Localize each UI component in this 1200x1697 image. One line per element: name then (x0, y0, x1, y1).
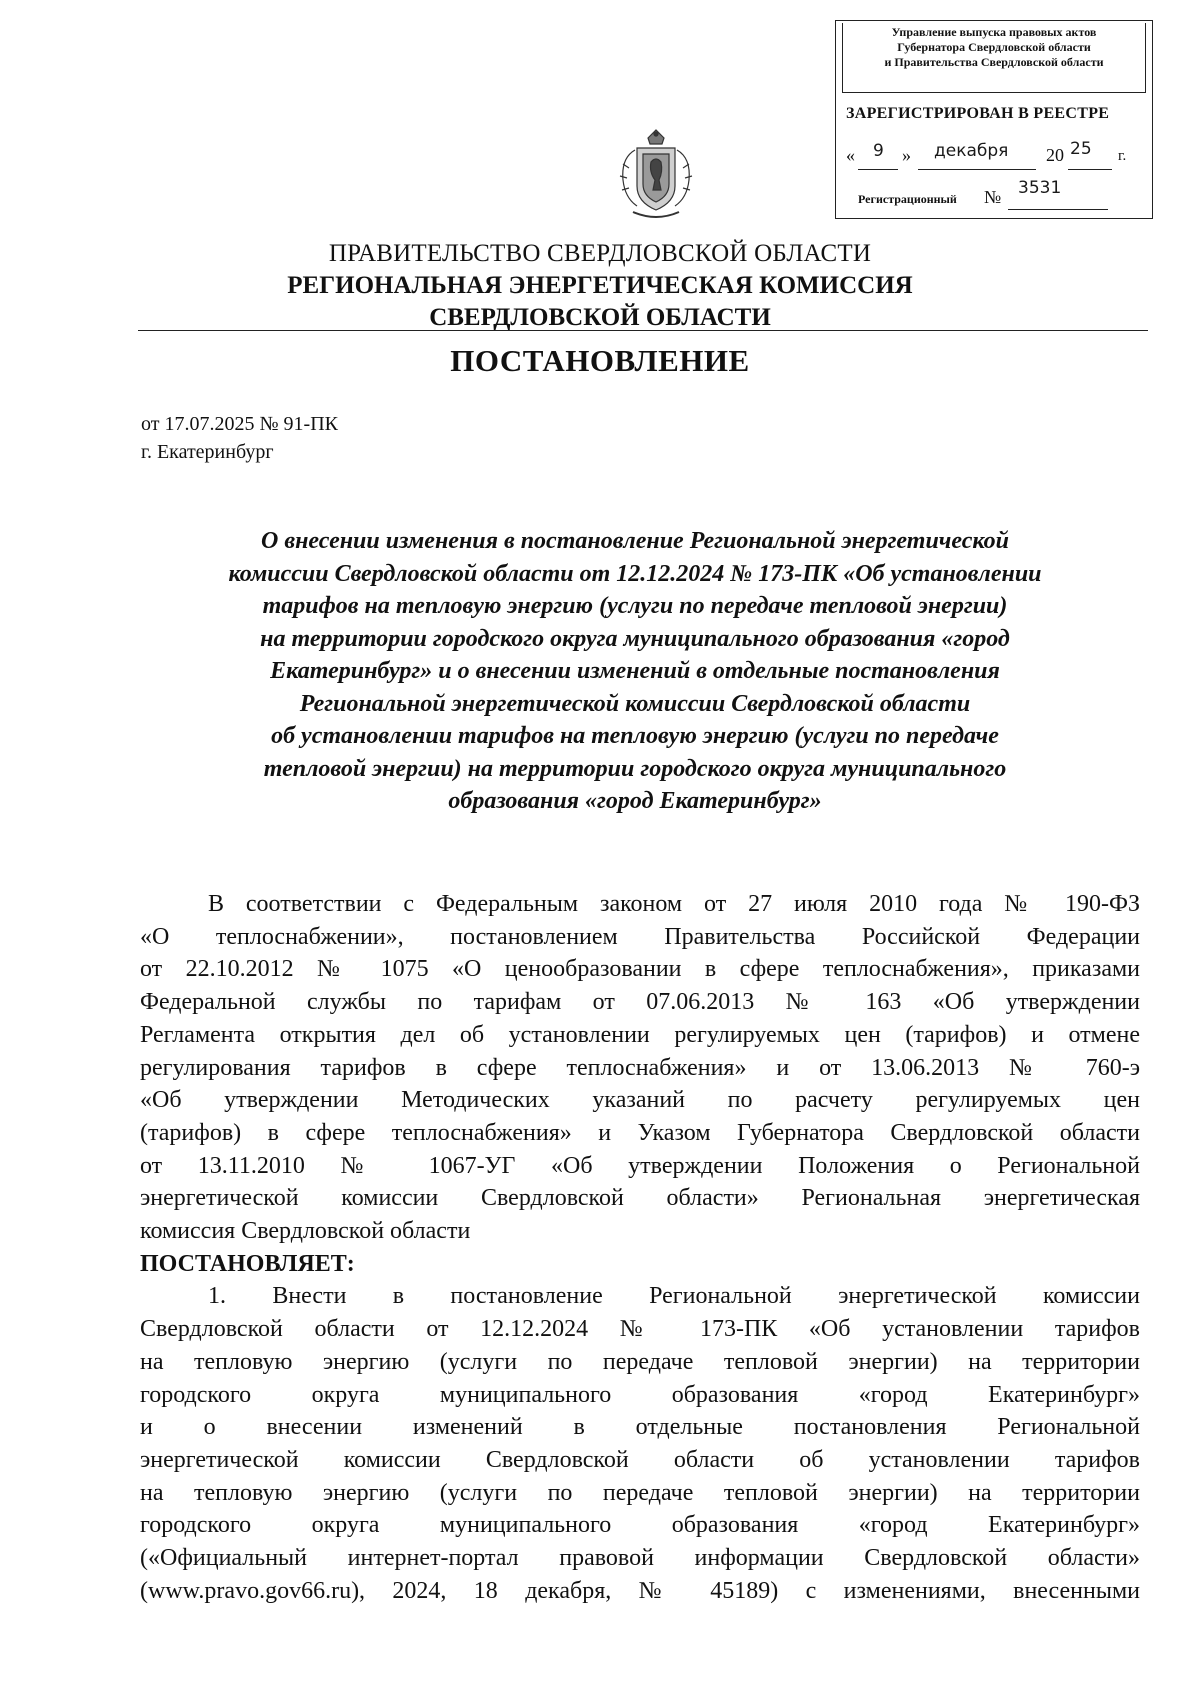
stamp-registered-text: ЗАРЕГИСТРИРОВАН В РЕЕСТРЕ (846, 105, 1110, 122)
body-line: Федеральной службы по тарифам от 07.06.2013 № 163 «Об утверждении (140, 989, 1140, 1016)
body-line: от 13.11.2010 № 1067-УГ «Об утверждении Положения о Региональной (140, 1152, 1140, 1179)
body-line: городского округа муниципального образования «город Екатеринбург» (140, 1381, 1140, 1408)
stamp-reg-number: 3531 (1018, 178, 1062, 198)
body-line: (www.pravo.gov66.ru), 2024, 18 декабря, № 45189) с изменениями, внесенными (140, 1577, 1140, 1604)
title-line: комиссии Свердловской области от 12.12.2024 № 173-ПК «Об установлении (228, 560, 1042, 587)
item-1-paragraph (140, 1280, 1140, 1607)
document-city: г. Екатеринбург (141, 441, 274, 463)
title-line: Екатеринбург» и о внесении изменений в отдельные постановления (270, 658, 1000, 684)
government-name: ПРАВИТЕЛЬСТВО СВЕРДЛОВСКОЙ ОБЛАСТИ (328, 240, 872, 267)
body-line: и о внесении изменений в отдельные постановления Региональной (140, 1414, 1140, 1441)
title-line: Региональной энергетической комиссии Свердловской области (299, 690, 971, 717)
stamp-header-line: и Правительства Свердловской области (884, 55, 1104, 69)
header-divider (138, 330, 1148, 331)
title-line: об установлении тарифов на тепловую энергию (услуги по передаче (271, 723, 999, 749)
document-type: ПОСТАНОВЛЕНИЕ (450, 343, 750, 378)
preamble-paragraph (140, 888, 1140, 1248)
commission-name-line2: СВЕРДЛОВСКОЙ ОБЛАСТИ (429, 304, 771, 331)
stamp-reg-label: Регистрационный (858, 192, 957, 206)
body-line: («Официальный интернет-портал правовой информации Свердловской области» (140, 1545, 1140, 1572)
registration-stamp (835, 20, 1153, 219)
body-line: (тарифов) в сфере теплоснабжения» и Указом Губернатора Свердловской области (140, 1119, 1140, 1146)
document-title (130, 525, 1140, 818)
body-line: «Об утверждении Методических указаний по расчету регулируемых цен (140, 1087, 1140, 1114)
body-line: на тепловую энергию (услуги по передаче тепловой энергии) на территории (140, 1348, 1140, 1375)
title-line: О внесении изменения в постановление Региональной энергетической (261, 528, 1009, 554)
stamp-year-suffix: 25 (1070, 139, 1092, 159)
stamp-quote-open: « (846, 145, 855, 165)
stamp-quote-close: » (902, 145, 911, 165)
document-body (140, 888, 1140, 1607)
stamp-month: декабря (934, 141, 1009, 161)
body-line: регулирования тарифов в сфере теплоснабжения» и от 13.06.2013 № 760-э (140, 1054, 1140, 1081)
body-line: Свердловской области от 12.12.2024 № 173-ПК «Об установлении тарифов (140, 1316, 1140, 1343)
stamp-header (842, 23, 1146, 93)
stamp-num-sign: № (984, 187, 1002, 207)
document-meta (141, 410, 338, 466)
title-line: тарифов на тепловую энергию (услуги по передаче тепловой энергии) (262, 593, 1008, 619)
body-line: Регламента открытия дел об установлении регулируемых цен (тарифов) и отмене (140, 1021, 1140, 1048)
body-line: 1. Внести в постановление Региональной энергетической комиссии (208, 1283, 1140, 1310)
stamp-header-line: Управление выпуска правовых актов (891, 25, 1097, 39)
coat-of-arms-icon (615, 128, 697, 224)
stamp-year-prefix: 20 (1046, 145, 1064, 165)
resolves-heading: ПОСТАНОВЛЯЕТ: (140, 1250, 355, 1277)
body-line: энергетической комиссии Свердловской области об установлении тарифов (140, 1446, 1140, 1473)
stamp-header-line: Губернатора Свердловской области (897, 40, 1091, 54)
body-line: комиссия Свердловской области (140, 1218, 471, 1245)
body-line: на тепловую энергию (услуги по передаче тепловой энергии) на территории (140, 1479, 1140, 1506)
stamp-day: 9 (873, 141, 884, 161)
body-line: «О теплоснабжении», постановлением Правительства Российской Федерации (140, 923, 1140, 950)
body-line: от 22.10.2012 № 1075 «О ценообразовании в сфере теплоснабжения», приказами (140, 956, 1140, 983)
commission-name-line1: РЕГИОНАЛЬНАЯ ЭНЕРГЕТИЧЕСКАЯ КОМИССИЯ (287, 272, 913, 299)
body-line: городского округа муниципального образования «город Екатеринбург» (140, 1512, 1140, 1539)
title-line: образования «город Екатеринбург» (448, 788, 822, 814)
stamp-registration-number (858, 178, 1146, 213)
stamp-date (846, 139, 1146, 171)
body-line: В соответствии с Федеральным законом от 27 июля 2010 года № 190-ФЗ (208, 891, 1140, 917)
stamp-year-mark: г. (1118, 148, 1127, 164)
document-date-number: от 17.07.2025 № 91-ПК (141, 413, 339, 435)
body-line: энергетической комиссии Свердловской области» Региональная энергетическая (140, 1185, 1140, 1212)
title-line: на территории городского округа муниципального образования «город (260, 625, 1010, 652)
title-line: тепловой энергии) на территории городского округа муниципального (263, 755, 1007, 782)
